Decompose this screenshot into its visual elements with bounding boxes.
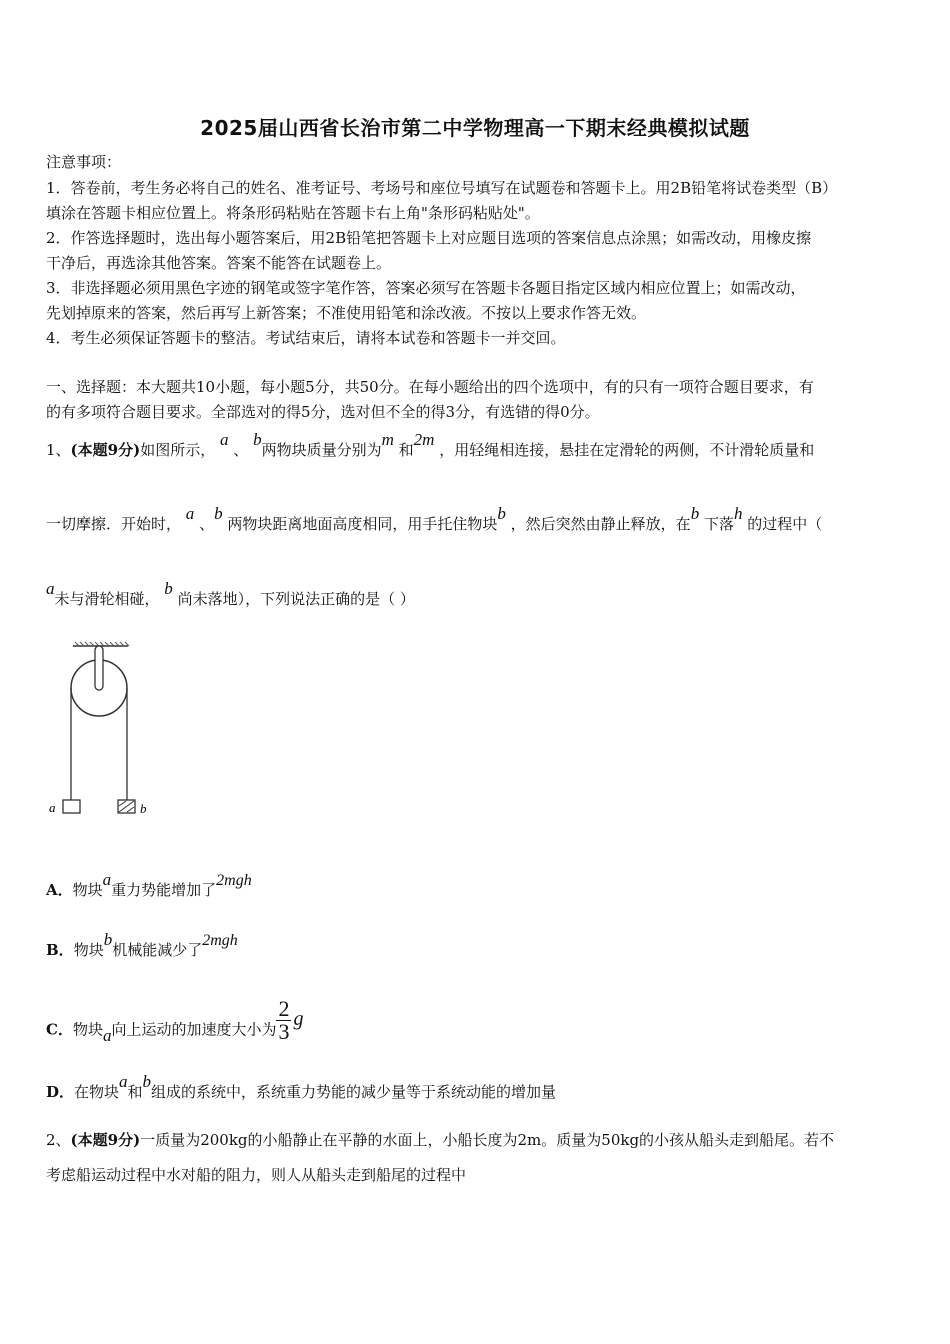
section-1-line-2: 的有多项符合题目要求。全部选对的得5分，选对但不全的得3分，有选错的得0分。 bbox=[46, 403, 600, 421]
q2-tag: (本题9分) bbox=[70, 1131, 141, 1149]
q1-number: 1、 bbox=[46, 441, 71, 459]
notice-line-3: 2．作答选择题时，选出每小题答案后，用2B铅笔把答题卡上对应题目选项的答案信息点涂黑；如需改动，用橡皮擦 bbox=[46, 229, 812, 247]
option-text: 物块 bbox=[72, 1020, 103, 1039]
option-d bbox=[46, 1072, 906, 1102]
notice-line-1: 1．答卷前，考生务必将自己的姓名、准考证号、考场号和座位号填写在试题卷和答题卡上。用2B铅笔将试卷类型（B） bbox=[46, 179, 838, 197]
option-text: 在物块 bbox=[74, 1083, 120, 1101]
var-b: b bbox=[214, 504, 223, 523]
option-a-label: A． bbox=[46, 881, 73, 899]
q1-tag: (本题9分) bbox=[70, 441, 141, 459]
notice-line-4: 干净后，再选涂其他答案。答案不能答在试题卷上。 bbox=[46, 254, 392, 272]
q1-text: 的过程中（ bbox=[747, 515, 823, 533]
option-text: 组成的系统中，系统重力势能的减少量等于系统动能的增加量 bbox=[151, 1083, 557, 1101]
notice-line-5: 3．非选择题必须用黑色字迹的钢笔或签字笔作答，答案必须写在答题卡各题目指定区域内相应位置上；如需改动， bbox=[46, 279, 806, 297]
q1-text: ，用轻绳相连接，悬挂在定滑轮的两侧，不计滑轮质量和 bbox=[439, 441, 815, 459]
notice-heading: 注意事项： bbox=[46, 153, 122, 171]
q1-line-2 bbox=[46, 504, 906, 534]
option-text: 重力势能增加了 bbox=[111, 881, 217, 899]
q1-text: 下落 bbox=[703, 515, 734, 533]
q2-number: 2、 bbox=[46, 1131, 71, 1149]
fraction-two-thirds bbox=[276, 998, 291, 1043]
expr-2mgh: 2mgh bbox=[202, 932, 238, 949]
var-h: h bbox=[733, 504, 743, 523]
q1-text: 如图所示， bbox=[140, 441, 216, 459]
q1-text: 两物块距离地面高度相同，用手托住物块 bbox=[227, 515, 498, 533]
fraction-denominator: 3 bbox=[278, 1019, 290, 1044]
q1-text: 一切摩擦．开始时， bbox=[46, 515, 182, 533]
option-text: 机械能减少了 bbox=[112, 941, 203, 959]
var-a: a bbox=[119, 1072, 128, 1091]
option-c-label: C． bbox=[46, 1020, 73, 1039]
var-b: b bbox=[690, 504, 700, 523]
notice-line-2: 填涂在答题卡相应位置上。将条形码粘贴在答题卡右上角"条形码粘贴处"。 bbox=[46, 204, 540, 222]
pulley-figure bbox=[40, 640, 170, 825]
var-a: a bbox=[219, 430, 229, 449]
q1-text: 和 bbox=[398, 441, 414, 459]
q1-sep: 、 bbox=[233, 441, 249, 459]
q2-text: 一质量为200kg的小船静止在平静的水面上，小船长度为2m。质量为50kg的小孩从船头走到船尾。若不 bbox=[140, 1131, 835, 1149]
q1-text: ，然后突然由静止释放，在 bbox=[510, 515, 691, 533]
option-b bbox=[46, 930, 906, 961]
var-b: b bbox=[164, 579, 173, 598]
option-text: 物块 bbox=[73, 941, 104, 959]
page-title: 2025届山西省长治市第二中学物理高一下期末经典模拟试题 bbox=[200, 116, 750, 140]
var-b: b bbox=[103, 930, 113, 949]
var-b: b bbox=[142, 1072, 152, 1091]
expr-2mgh: 2mgh bbox=[216, 872, 252, 889]
q1-text: 未与滑轮相碰， bbox=[54, 590, 160, 608]
var-m: m bbox=[381, 430, 394, 449]
pulley-axle-bracket bbox=[95, 646, 103, 690]
option-a bbox=[46, 870, 906, 901]
q1-sep: 、 bbox=[199, 515, 215, 533]
var-b: b bbox=[253, 430, 262, 449]
option-b-label: B． bbox=[46, 941, 74, 959]
var-g: g bbox=[293, 1007, 304, 1030]
section-1-line-1: 一、选择题：本大题共10小题，每小题5分，共50分。在每小题给出的四个选项中，有的只有一项符合题目要求，有 bbox=[46, 378, 814, 396]
option-text: 向上运动的加速度大小为 bbox=[111, 1020, 277, 1039]
label-b: b bbox=[140, 801, 147, 816]
notice-line-6: 先划掉原来的答案，然后再写上新答案；不准使用铅笔和涂改液。不按以上要求作答无效。 bbox=[46, 304, 647, 322]
option-text: 物块 bbox=[72, 881, 103, 899]
var-2m: 2m bbox=[413, 430, 435, 449]
option-c bbox=[46, 996, 906, 1053]
q2-line-2: 考虑船运动过程中水对船的阻力，则人从船头走到船尾的过程中 bbox=[46, 1166, 467, 1184]
notice-line-7: 4．考生必须保证答题卡的整洁。考试结束后，请将本试卷和答题卡一并交回。 bbox=[46, 329, 566, 347]
q1-text: 两物块质量分别为 bbox=[261, 441, 382, 459]
var-a: a bbox=[185, 504, 195, 523]
option-text: 和 bbox=[127, 1083, 143, 1101]
q1-text: 尚未落地），下列说法正确的是（ ） bbox=[177, 590, 415, 608]
label-a: a bbox=[49, 800, 56, 815]
var-a: a bbox=[102, 870, 112, 889]
q1-line-3 bbox=[46, 579, 906, 609]
q1-line-1 bbox=[46, 430, 906, 460]
option-d-label: D． bbox=[46, 1083, 75, 1101]
var-b: b bbox=[497, 504, 506, 523]
var-a: a bbox=[46, 579, 55, 598]
fraction-numerator: 2 bbox=[278, 996, 290, 1021]
var-a: a bbox=[102, 1025, 112, 1045]
q2-line-1 bbox=[46, 1130, 906, 1150]
block-a bbox=[63, 800, 80, 813]
